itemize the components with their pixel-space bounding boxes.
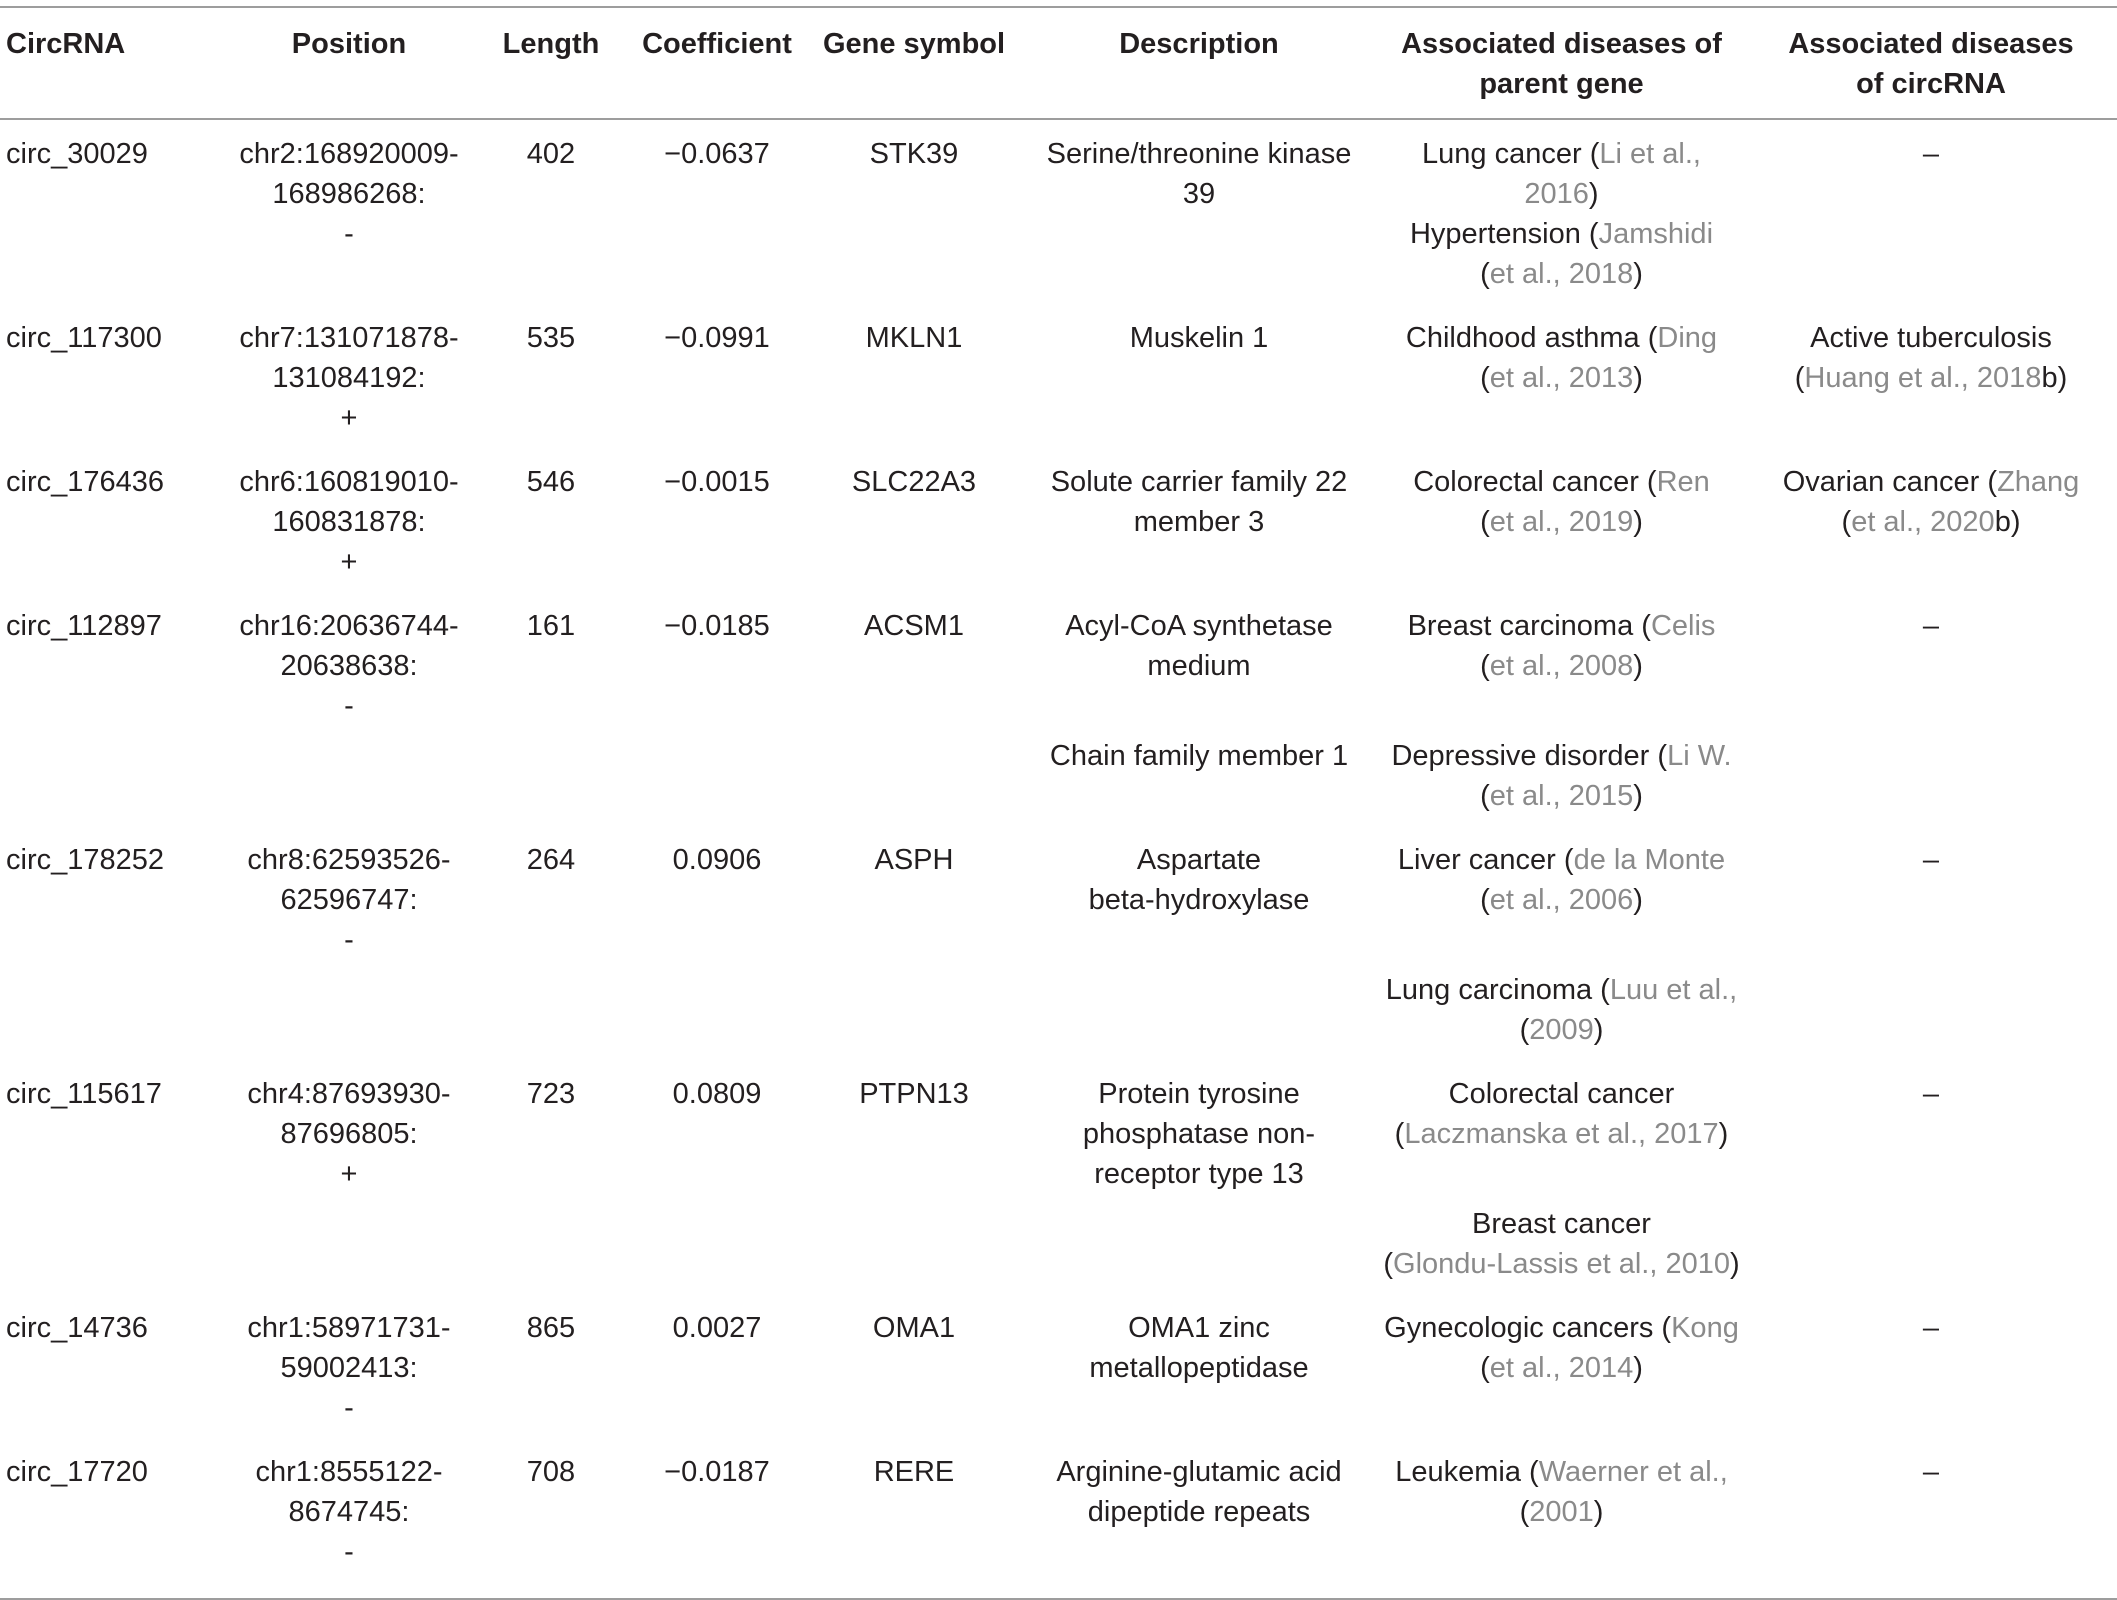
cell-length: 708 [526, 1456, 576, 1488]
cell-circrna [0, 736, 222, 826]
description-line: Protein tyrosine [1098, 1078, 1300, 1110]
parent-disease-text: Colorectal cancer [1413, 466, 1647, 498]
header-coefficient: Coefficient [642, 28, 792, 60]
parent-disease-suffix: ) [1633, 506, 1643, 538]
table-row [0, 826, 2117, 970]
cell-parent-diseases [1378, 736, 1745, 826]
cell-gene-symbol: STK39 [869, 138, 959, 170]
cell-coefficient: −0.0991 [664, 322, 770, 354]
cell-circrna: circ_115617 [6, 1078, 162, 1110]
description-line: OMA1 zinc [1128, 1312, 1270, 1344]
circ-disease-line: – [1922, 1078, 1940, 1110]
position-line: - [344, 218, 354, 250]
parent-disease-text: Childhood asthma [1405, 322, 1648, 354]
circ-disease-line [1749, 318, 2113, 358]
parent-disease-reference: Kong [1671, 1312, 1739, 1344]
cell-coefficient: −0.0185 [664, 610, 770, 642]
table-row-continuation [0, 1204, 2117, 1294]
parent-disease-line: Colorectal cancer (Ren [1413, 466, 1710, 498]
cell-circrna: circ_30029 [6, 138, 148, 170]
circrna-table-container [0, 6, 2117, 1600]
header-row [0, 7, 2117, 119]
table-row [0, 1060, 2117, 1204]
parent-disease-line: Leukemia (Waerner et al., [1395, 1456, 1728, 1488]
circ-disease-line: – [1922, 844, 1940, 876]
cell-position [222, 119, 476, 304]
parent-disease-text: Breast cancer [1472, 1208, 1651, 1240]
position-line: 160831878: [272, 506, 426, 538]
position-line: - [344, 690, 354, 722]
parent-disease-reference: et al., 2006 [1489, 884, 1634, 916]
parent-disease-reference: 2009 [1529, 1014, 1594, 1046]
cell-circrna: circ_117300 [6, 322, 162, 354]
cell-circrna-diseases [1745, 1204, 2117, 1294]
cell-description [1020, 1294, 1378, 1438]
description-line: member 3 [1133, 506, 1265, 538]
cell-length: 723 [526, 1078, 576, 1110]
cell-gene-symbol [808, 970, 1020, 1060]
parent-disease-line [1382, 1204, 1741, 1244]
table-row [0, 304, 2117, 448]
description-line: metallopeptidase [1089, 1352, 1309, 1384]
parent-disease-text: Breast carcinoma [1407, 610, 1642, 642]
cell-length: 264 [526, 844, 576, 876]
parent-disease-text: Liver cancer [1397, 844, 1564, 876]
parent-disease-line: (et al., 2019) [1480, 506, 1643, 538]
description-line: Aspartate [1136, 844, 1262, 876]
position-line: chr1:58971731- [247, 1312, 451, 1344]
description-line: phosphatase non- [1082, 1118, 1316, 1150]
cell-gene-symbol: MKLN1 [865, 322, 963, 354]
header-assoc-circ-line-1: Associated diseases [1788, 28, 2074, 60]
parent-disease-line: (Laczmanska et al., 2017) [1394, 1118, 1729, 1150]
parent-disease-suffix: ) [1593, 1496, 1604, 1528]
cell-position [222, 1438, 476, 1599]
position-line: - [344, 924, 354, 956]
circ-disease-line: – [1922, 1312, 1940, 1344]
table-row [0, 1294, 2117, 1438]
parent-disease-line: (et al., 2013) [1480, 362, 1643, 394]
circrna-table [0, 6, 2117, 1600]
parent-disease-line: Lung carcinoma (Luu et al., [1385, 974, 1738, 1006]
position-line: - [344, 1536, 354, 1568]
parent-disease-text: Colorectal cancer [1448, 1078, 1675, 1110]
position-line: chr2:168920009- [239, 138, 459, 170]
parent-disease-text: Leukemia [1395, 1456, 1530, 1488]
parent-disease-line: Liver cancer (de la Monte [1397, 844, 1726, 876]
position-line: chr4:87693930- [247, 1078, 451, 1110]
cell-description [1020, 970, 1378, 1060]
cell-coefficient: 0.0027 [672, 1312, 762, 1344]
table-row [0, 592, 2117, 736]
parent-disease-text: Lung carcinoma [1385, 974, 1601, 1006]
parent-disease-text: Lung cancer [1422, 138, 1590, 170]
cell-coefficient: 0.0809 [672, 1078, 762, 1110]
parent-disease-text: Hypertension [1409, 218, 1589, 250]
cell-description [1020, 1060, 1378, 1204]
position-line: 168986268: [272, 178, 426, 210]
circ-disease-reference: et al., 2020 [1851, 506, 1995, 538]
cell-circrna: circ_14736 [6, 1312, 148, 1344]
cell-gene-symbol: ASPH [874, 844, 954, 876]
cell-parent-diseases [1378, 1060, 1745, 1204]
circ-disease-line: (et al., 2020b) [1841, 506, 2021, 538]
parent-disease-line: Childhood asthma (Ding [1405, 322, 1718, 354]
cell-position [222, 1294, 476, 1438]
cell-parent-diseases [1378, 970, 1745, 1060]
cell-circrna: circ_176436 [6, 466, 164, 498]
table-header [0, 7, 2117, 119]
parent-disease-reference: Ren [1656, 466, 1710, 498]
cell-parent-diseases [1378, 592, 1745, 736]
header-assoc-parent-line-1: Associated diseases of [1401, 28, 1722, 60]
description-line: Chain family member 1 [1049, 740, 1349, 772]
parent-disease-line: (2001) [1519, 1496, 1604, 1528]
cell-gene-symbol [808, 1204, 1020, 1294]
description-line: receptor type 13 [1094, 1158, 1304, 1190]
table-row-continuation [0, 736, 2117, 826]
header-assoc-parent-gene [1378, 7, 1745, 119]
parent-disease-line: (et al., 2014) [1480, 1352, 1643, 1384]
cell-position [222, 970, 476, 1060]
cell-length: 161 [526, 610, 576, 642]
cell-coefficient: −0.0187 [664, 1456, 770, 1488]
cell-parent-diseases [1378, 1204, 1745, 1294]
parent-disease-suffix: ) [1633, 258, 1643, 290]
description-line: beta-hydroxylase [1088, 884, 1310, 916]
description-line: Muskelin 1 [1129, 322, 1269, 354]
parent-disease-suffix: ) [1593, 1014, 1604, 1046]
cell-coefficient: 0.0906 [672, 844, 762, 876]
parent-disease-reference: et al., 2014 [1489, 1352, 1634, 1384]
parent-disease-text: Depressive disorder [1391, 740, 1658, 772]
parent-disease-reference: de la Monte [1573, 844, 1726, 876]
circ-disease-suffix: b) [1994, 506, 2021, 538]
cell-gene-symbol: OMA1 [872, 1312, 956, 1344]
circ-disease-line: – [1922, 1456, 1940, 1488]
cell-description [1020, 592, 1378, 736]
cell-description [1020, 826, 1378, 970]
cell-gene-symbol: PTPN13 [859, 1078, 969, 1110]
parent-disease-line: Depressive disorder (Li W. [1391, 740, 1732, 772]
position-line: + [340, 546, 358, 578]
cell-length [476, 736, 626, 826]
cell-description [1020, 1204, 1378, 1294]
cell-circrna: circ_178252 [6, 844, 164, 876]
cell-circrna-diseases [1745, 826, 2117, 970]
circ-disease-suffix: b) [2041, 362, 2068, 394]
header-length: Length [502, 28, 600, 60]
cell-position [222, 304, 476, 448]
header-position: Position [291, 28, 407, 60]
cell-parent-diseases [1378, 1294, 1745, 1438]
cell-length: 402 [526, 138, 576, 170]
description-line: Serine/threonine kinase [1046, 138, 1352, 170]
cell-parent-diseases [1378, 1438, 1745, 1599]
position-line: 87696805: [280, 1118, 418, 1150]
position-line: - [344, 1392, 354, 1424]
table-row [0, 1438, 2117, 1599]
parent-disease-line: (et al., 2015) [1480, 780, 1643, 812]
cell-description [1020, 736, 1378, 826]
parent-disease-line: (Glondu-Lassis et al., 2010) [1383, 1248, 1740, 1280]
cell-circrna-diseases [1745, 736, 2117, 826]
cell-position [222, 1204, 476, 1294]
parent-disease-reference: et al., 2013 [1489, 362, 1634, 394]
position-line: + [340, 1158, 358, 1190]
parent-disease-line: Gynecologic cancers (Kong [1384, 1312, 1739, 1344]
cell-coefficient: −0.0637 [664, 138, 770, 170]
parent-disease-reference: et al., 2018 [1489, 258, 1634, 290]
parent-disease-reference: et al., 2019 [1489, 506, 1634, 538]
description-line: Arginine-glutamic acid [1056, 1456, 1342, 1488]
cell-position [222, 592, 476, 736]
cell-parent-diseases [1378, 826, 1745, 970]
parent-disease-line: (et al., 2018) [1480, 258, 1643, 290]
parent-disease-suffix: ) [1633, 780, 1643, 812]
description-line: Acyl-CoA synthetase [1065, 610, 1333, 642]
cell-parent-diseases [1378, 119, 1745, 304]
header-assoc-circ-line-2: of circRNA [1856, 68, 2006, 100]
parent-disease-suffix: ) [1729, 1248, 1740, 1280]
parent-disease-reference: 2001 [1529, 1496, 1594, 1528]
parent-disease-reference: et al., 2015 [1489, 780, 1634, 812]
cell-length: 535 [526, 322, 576, 354]
parent-disease-line: Lung cancer (Li et al., 2016) [1422, 138, 1701, 210]
cell-circrna [0, 1204, 222, 1294]
cell-gene-symbol: RERE [873, 1456, 955, 1488]
circ-disease-line: (Huang et al., 2018b) [1794, 362, 2068, 394]
parent-disease-line: (et al., 2006) [1480, 884, 1643, 916]
table-row [0, 448, 2117, 592]
parent-disease-line: Hypertension (Jamshidi [1409, 218, 1714, 250]
cell-description [1020, 1438, 1378, 1599]
description-line: Solute carrier family 22 [1050, 466, 1348, 498]
description-line: medium [1147, 650, 1251, 682]
position-line: chr6:160819010- [239, 466, 459, 498]
position-line: chr1:8555122- [255, 1456, 443, 1488]
position-line: + [340, 402, 358, 434]
cell-circrna-diseases [1745, 119, 2117, 304]
parent-disease-reference: Li et al., 2016 [1524, 138, 1701, 210]
cell-circrna [0, 970, 222, 1060]
parent-disease-line: Breast carcinoma (Celis [1407, 610, 1716, 642]
parent-disease-line: (et al., 2008) [1480, 650, 1643, 682]
cell-circrna: circ_17720 [6, 1456, 148, 1488]
parent-disease-reference: Li W. [1667, 740, 1732, 772]
position-line: 20638638: [280, 650, 418, 682]
parent-disease-suffix: ) [1633, 884, 1643, 916]
cell-position [222, 448, 476, 592]
parent-disease-reference: Luu et al., [1609, 974, 1738, 1006]
cell-gene-symbol: ACSM1 [864, 610, 964, 642]
cell-description [1020, 448, 1378, 592]
parent-disease-reference: Waerner et al., [1538, 1456, 1728, 1488]
cell-coefficient [626, 736, 808, 826]
position-line: chr7:131071878- [239, 322, 459, 354]
header-description: Description [1119, 28, 1279, 60]
parent-disease-reference: Glondu-Lassis et al., 2010 [1393, 1248, 1730, 1280]
cell-circrna-diseases [1745, 970, 2117, 1060]
cell-position [222, 1060, 476, 1204]
table-row-continuation [0, 970, 2117, 1060]
circ-disease-line: – [1922, 610, 1940, 642]
cell-circrna-diseases [1745, 1438, 2117, 1599]
cell-coefficient [626, 970, 808, 1060]
header-circrna: CircRNA [6, 28, 126, 60]
cell-length [476, 1204, 626, 1294]
parent-disease-reference: Celis [1650, 610, 1716, 642]
parent-disease-text: Gynecologic cancers [1384, 1312, 1662, 1344]
cell-length: 546 [526, 466, 576, 498]
position-line: chr16:20636744- [239, 610, 459, 642]
cell-gene-symbol [808, 736, 1020, 826]
circ-disease-line: Ovarian cancer (Zhang [1782, 466, 2080, 498]
cell-parent-diseases [1378, 304, 1745, 448]
header-assoc-circrna [1745, 7, 2117, 119]
cell-parent-diseases [1378, 448, 1745, 592]
cell-circrna-diseases [1745, 448, 2117, 592]
description-line: 39 [1182, 178, 1216, 210]
parent-disease-line [1382, 1074, 1741, 1114]
parent-disease-reference: Jamshidi [1598, 218, 1714, 250]
parent-disease-reference: et al., 2008 [1489, 650, 1634, 682]
cell-length: 865 [526, 1312, 576, 1344]
position-line: 59002413: [280, 1352, 418, 1384]
header-gene-symbol: Gene symbol [822, 28, 1006, 60]
parent-disease-suffix: ) [1588, 178, 1599, 210]
cell-length [476, 970, 626, 1060]
circ-disease-reference: Huang et al., 2018 [1804, 362, 2042, 394]
cell-coefficient [626, 1204, 808, 1294]
parent-disease-suffix: ) [1633, 1352, 1643, 1384]
parent-disease-suffix: ) [1633, 650, 1643, 682]
cell-position [222, 826, 476, 970]
circ-disease-text: Active tuberculosis [1810, 322, 2052, 354]
position-line: 131084192: [272, 362, 426, 394]
cell-description [1020, 304, 1378, 448]
position-line: chr8:62593526- [247, 844, 451, 876]
cell-circrna-diseases [1745, 592, 2117, 736]
cell-circrna: circ_112897 [6, 610, 162, 642]
header-assoc-parent-line-2: parent gene [1479, 68, 1644, 100]
cell-gene-symbol: SLC22A3 [851, 466, 977, 498]
parent-disease-reference: Ding [1657, 322, 1718, 354]
table-row [0, 119, 2117, 304]
table-body [0, 119, 2117, 1599]
circ-disease-line: – [1922, 138, 1940, 170]
parent-disease-suffix: ) [1633, 362, 1643, 394]
description-line: dipeptide repeats [1087, 1496, 1311, 1528]
cell-description [1020, 119, 1378, 304]
cell-coefficient: −0.0015 [664, 466, 770, 498]
position-line: 8674745: [288, 1496, 410, 1528]
cell-circrna-diseases [1745, 1294, 2117, 1438]
parent-disease-suffix: ) [1718, 1118, 1729, 1150]
circ-disease-reference: Zhang [1997, 466, 2080, 498]
position-line: 62596747: [280, 884, 418, 916]
cell-circrna-diseases [1745, 1060, 2117, 1204]
parent-disease-line: (2009) [1519, 1014, 1604, 1046]
cell-circrna-diseases [1745, 304, 2117, 448]
parent-disease-reference: Laczmanska et al., 2017 [1404, 1118, 1719, 1150]
circ-disease-text: Ovarian cancer [1782, 466, 1988, 498]
cell-position [222, 736, 476, 826]
